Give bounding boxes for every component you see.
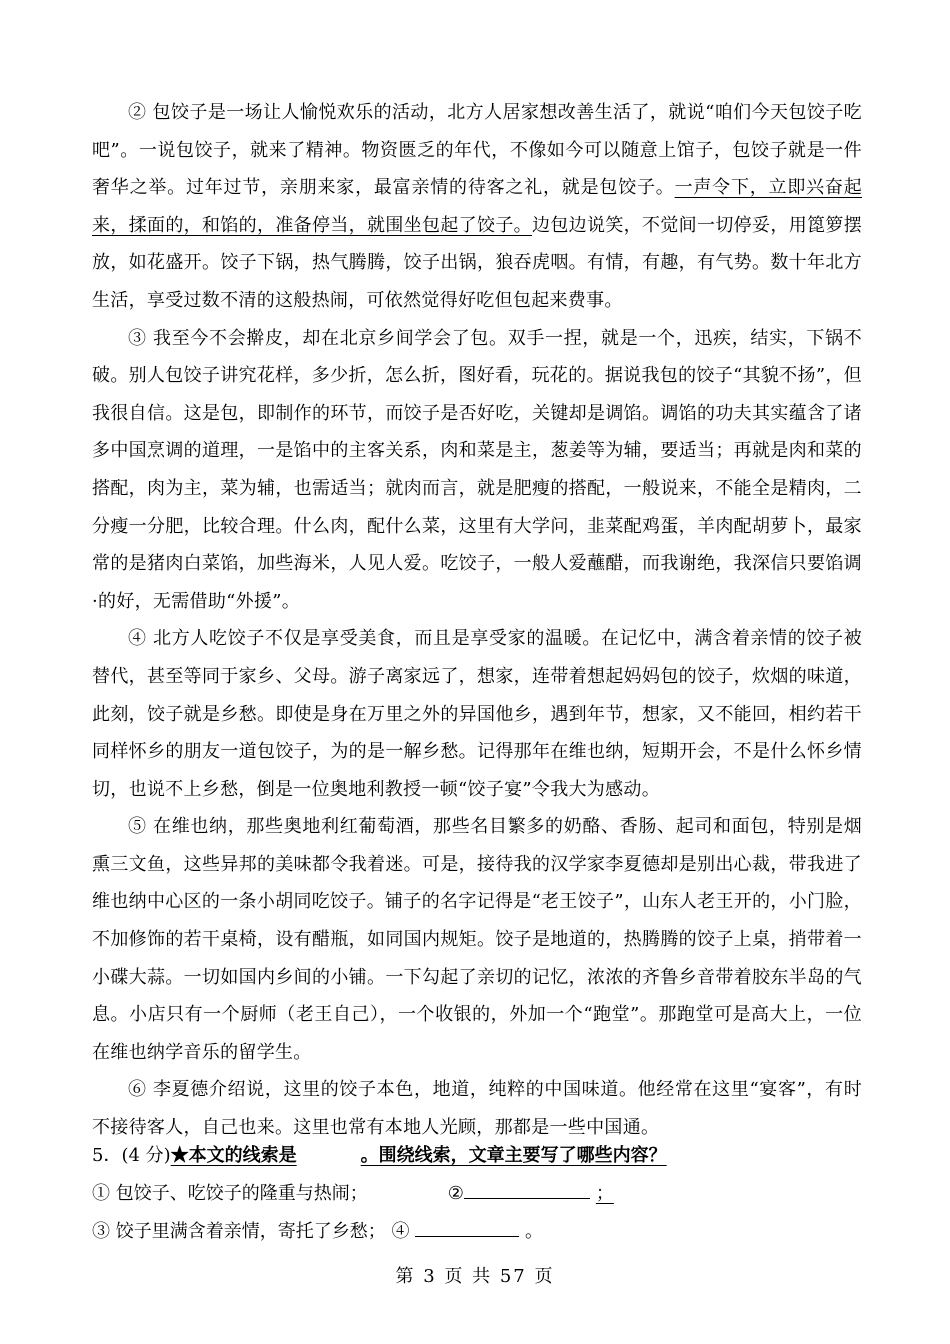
paragraph-2-text-a: ② 包饺子是一场让人愉悦欢乐的活动，北方人居家想改善生活了，就说“咱们今天包饺子吃吧”。一说包饺子，就来了精神。物资匮乏的年代，不像如今可以随意上馆子，包饺子就是一件奢华之举。过年过节，亲朋来家，最富亲情的待客之礼，就是包饺子。 [92, 102, 862, 199]
paragraph-2-text-b: 边包边说笑，不觉间一切停妥，用箆箩摆放，如花盛开。饺子下锅，热气腾腾，饺子出锅，狼吞虎咽。有情，有趣，有气势。数十年北方生活，享受过数不清的这般热闹，可依然觉得好吃但包起来费事。 [92, 214, 862, 311]
paragraph-2-underlined-sentence: 一声令下，立即兴奋起来，揉面的，和馅的，准备停当，就围坐包起了饺子。 [92, 177, 863, 236]
paragraph-3: ③ 我至今不会擀皮，却在北京乡间学会了包。双手一捏，就是一个，迅疾，结实，下锅不破。别人包饺子讲究花样，多少折，怎么折，图好看，玩花的。据说我包的饺子“其貌不扬”，但我很自信。这是包，即制作的环节，而饺子是否好吃，关键却是调馅。调馅的功夫其实蕴含了诸多中国烹调的道理，一是馅中的主客关系，肉和菜是主，葱姜等为辅，要适当；再就是肉和菜的搭配，肉为主，菜为辅，也需适当；就肉而言，就是肥瘦的搭配，一般说来，不能全是精肉，二分瘦一分肥，比较合理。什么肉，配什么菜，这里有大学问，韭菜配鸡蛋，羊肉配胡萝卜，最家常的是猪肉白菜馅，加些海米，人见人爱。吃饺子，一般人爱蘸醋，而我谢绝，我深信只要馅调·的好，无需借助“外援”。 [92, 327, 862, 612]
stem-part-2: 。围绕线索，文章主要写了哪些内容？ [360, 1145, 667, 1166]
answer-blank-2[interactable] [464, 1174, 590, 1199]
question-5 [92, 1138, 872, 1250]
question-number: 5．(4 分) [92, 1145, 171, 1166]
answer-row-2 [92, 1212, 872, 1250]
paragraph-2 [92, 94, 862, 320]
answer-item-2-end: ； [595, 1183, 614, 1204]
answer-item-1: ① 包饺子、吃饺子的隆重与热闹； [92, 1183, 368, 1204]
answer-item-3: ③ 饺子里满含着亲情，寄托了乡愁； [92, 1221, 386, 1242]
paragraph-5: ⑤ 在维也纳，那些奥地利红葡萄酒，那些名目繁多的奶酪、香肠、起司和面包，特别是烟熏三文鱼，这些异邦的美味都令我着迷。可是，接待我的汉学家李夏德却是别出心裁，带我进了维也纳中心区的一条小胡同吃饺子。铺子的名字记得是“老王饺子”，山东人老王开的，小门脸，不加修饰的若干桌椅，设有醋瓶，如同国内规矩。饺子是地道的，热腾腾的饺子上桌，捎带着一小碟大蒜。一切如国内乡间的小铺。一下勾起了亲切的记忆，浓浓的齐鲁乡音带着胶东半岛的气息。小店只有一个厨师（老王自己），一个收银的，外加一个“跑堂”。那跑堂可是高大上，一位在维也纳学音乐的留学生。 [92, 816, 862, 1063]
answer-item-4-end: 。 [524, 1221, 543, 1242]
answer-item-4-label: ④ [391, 1221, 410, 1242]
question-stem-text [171, 1145, 667, 1166]
page-footer: 第 3 页 共 57 页 [395, 1266, 555, 1287]
article-body [92, 94, 862, 1147]
answer-row-1 [92, 1174, 872, 1212]
question-stem [92, 1138, 872, 1174]
paragraph-6: ⑥ 李夏德介绍说，这里的饺子本色，地道，纯粹的中国味道。他经常在这里“宴客”，有时不接待客人，自己也来。这里也常有本地人光顾，那都是一些中国通。 [92, 1079, 862, 1139]
answer-item-2-label: ② [447, 1183, 464, 1204]
answer-blank-4[interactable] [415, 1212, 519, 1237]
paragraph-4: ④ 北方人吃饺子不仅是享受美食，而且是享受家的温暖。在记忆中，满含着亲情的饺子被替代，甚至等同于家乡、父母。游子离家远了，想家，连带着想起妈妈包的饺子，炊烟的味道，此刻，饺子就是乡愁。即使是身在万里之外的异国他乡，遇到年节，想家，又不能回，相约若干同样怀乡的朋友一道包饺子，为的是一解乡愁。记得那年在维也纳，短期开会，不是什么怀乡情切，也说不上乡愁，倒是一位奥地利教授一顿“饺子宴”令我大为感动。 [92, 628, 862, 800]
stem-part-1: ★本文的线索是 [170, 1145, 297, 1166]
